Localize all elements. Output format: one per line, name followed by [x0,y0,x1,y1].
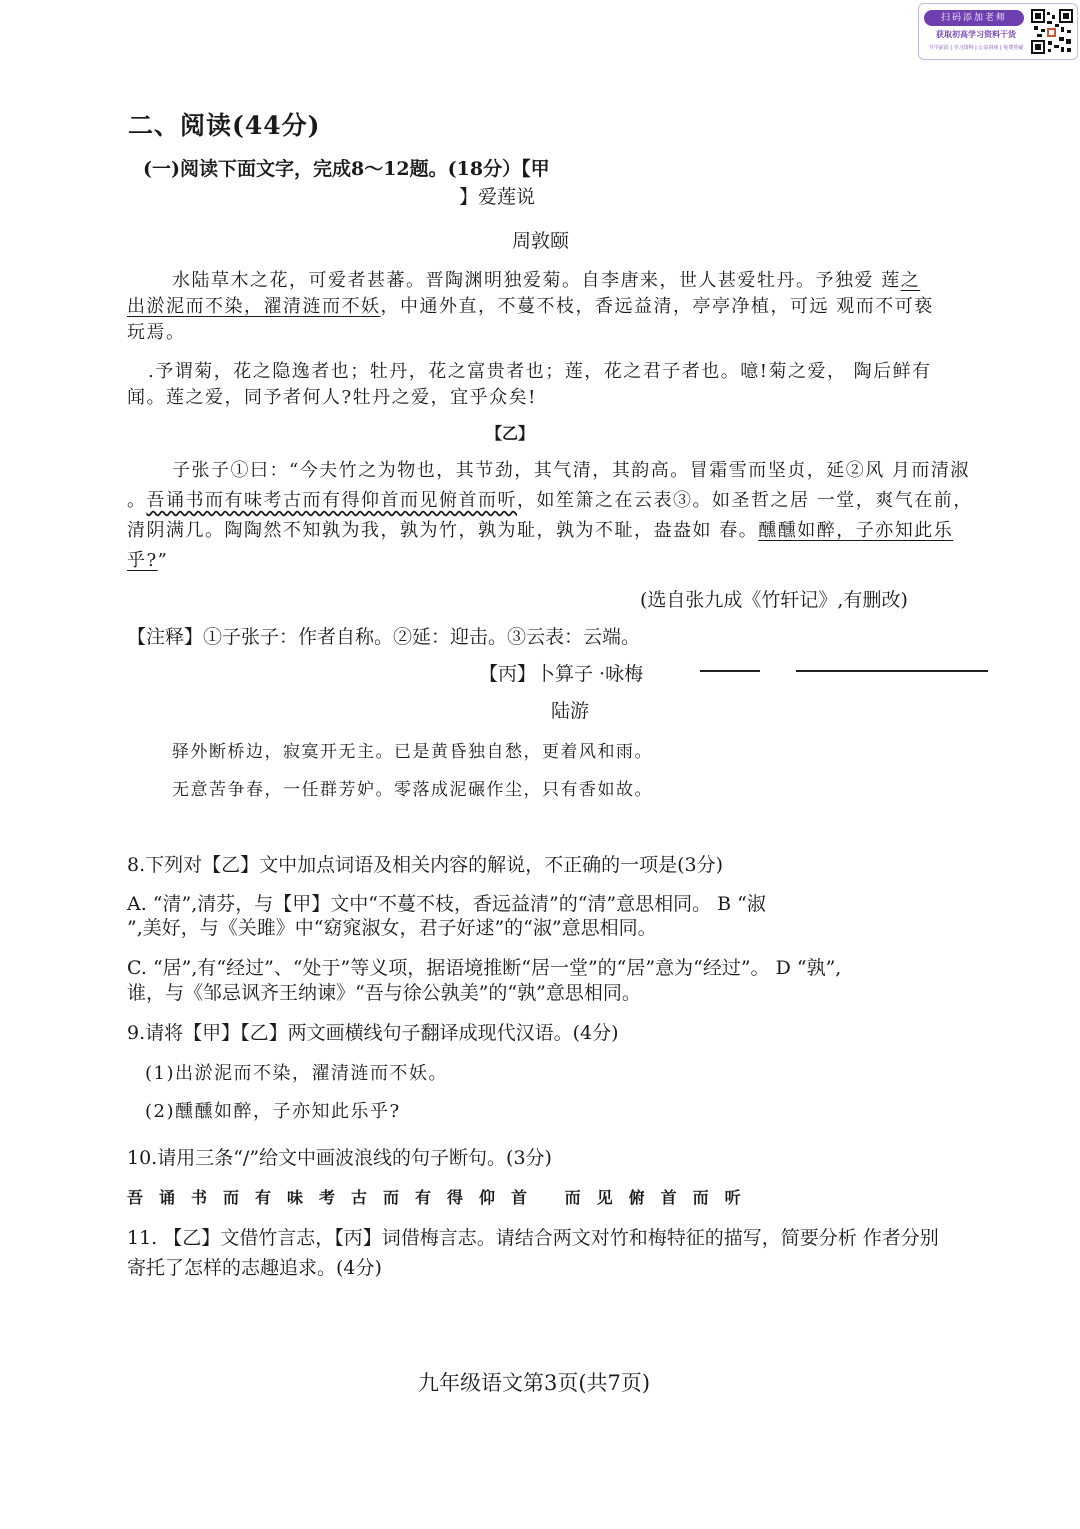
blank-line [700,670,760,672]
question-9: 9.请将【甲】【乙】两文画横线句子翻译成现代汉语。(4分) [127,1022,619,1044]
yi-line2 [127,486,973,512]
q8-option-b: ”,美好，与《关雎》中“窈窕淑女，君子好逑”的“淑”意思相同。 [127,917,657,939]
q10-sentence: 吾诵书而有味考古而有得仰首 而见俯首而听 [127,1188,757,1207]
bing-author: 陆游 [551,700,590,722]
yi-notes: 【注释】①子张子：作者自称。②延：迎击。③云表：云端。 [127,626,641,648]
badge-tags: 升学前沿 | 学习资料 | 公益讲座 | 免费答疑 [928,45,1024,51]
question-10: 10.请用三条“/”给文中画波浪线的句子断句。(3分) [127,1147,552,1169]
q8-option-a: A. “清”,清芬，与【甲】文中“不蔓不枝，香远益清”的“清”意思相同。 B “淑 [127,893,766,915]
jia-underlined-sentence: 出淤泥而不染，濯清涟而不妖 [127,296,381,317]
yi-source: (选自张九成《竹轩记》,有删改) [640,589,908,611]
yi-underlined-end: 乎? [127,550,158,571]
jia-p2-line2: 闻。莲之爱，同予者何人?牡丹之爱，宜乎众矣! [127,387,537,408]
q9-item-2: (2)醺醺如醉，子亦知此乐乎? [145,1101,401,1122]
yi-underlined-sentence: 醺醺如醉，子亦知此乐 [758,520,954,541]
add-teacher-button[interactable]: 扫码添加老师 [924,10,1024,26]
jia-p1-line2 [127,292,934,318]
jia-p1-line1-underlined: 之 [900,270,921,291]
yi-closing-quote: ” [157,550,169,571]
blank-line [796,670,988,672]
yi-header: 【乙】 [486,424,535,443]
bing-line1: 驿外断桥边，寂寞开无主。已是黄昏独自愁，更着风和雨。 [172,742,653,762]
jia-author: 周敦颐 [512,230,570,252]
question-8: 8.下列对【乙】文中加点词语及相关内容的解说，不正确的一项是(3分) [127,854,724,876]
part1-intro: (一)阅读下面文字，完成8～12题。(18分）【甲 [143,158,550,180]
jia-p1-line3: 玩焉。 [127,322,186,343]
badge-subtitle: 获取初高学习资料干货 [936,30,1016,39]
jia-p1-line1-text: 水陆草木之花，可爱者甚蕃。晋陶渊明独爱菊。自李唐来，世人甚爱牡丹。予独爱 莲 [172,270,901,291]
question-11-cont: 寄托了怎样的志趣追求。(4分) [127,1257,382,1279]
part1-intro-title: 】爱莲说 [459,186,536,208]
qr-code-icon[interactable] [1031,9,1073,54]
page-footer: 九年级语文第3页(共7页) [418,1371,651,1395]
bing-line2: 无意苦争春，一任群芳妒。零落成泥碾作尘，只有香如故。 [172,780,653,800]
section-title: 二、阅读(44分) [128,111,321,140]
q9-item-1: (1)出淤泥而不染，濯清涟而不妖。 [145,1063,448,1084]
q8-option-c: C. “居”,有“经过”、“处于”等义项，据语境推断“居一堂”的“居”意为“经过”。 D “孰”, [127,957,842,979]
yi-line2-end: ，如笙箫之在云表③。如圣哲之居 一堂，爽气在前， [517,490,973,511]
jia-p1-line2-text: ，中通外直，不蔓不枝，香远益清，亭亭净植，可远 观而不可亵 [380,296,934,317]
promo-badge[interactable] [918,3,1078,60]
yi-line3-text: 清阴满几。陶陶然不知孰为我，孰为竹，孰为耻，孰为不耻，盎盎如 春。 [127,520,759,541]
q8-option-d: 谁，与《邹忌讽齐王纳谏》“吾与徐公孰美”的“孰”意思相同。 [127,982,641,1004]
yi-line1: 子张子①曰：“今夫竹之为物也，其节劲，其气清，其韵高。冒霜雪而坚贞，延②风 月而清淑 [172,460,970,481]
bing-header: 【丙】卜算子 ·咏梅 [479,663,644,685]
yi-wavy-sentence: 吾诵书而有味考古而有得仰首而见俯首而听 [146,490,517,511]
yi-line3 [127,516,953,542]
jia-p1-line1 [172,266,920,292]
jia-p2-line1: .予谓菊，花之隐逸者也；牡丹，花之富贵者也；莲，花之君子者也。噫!菊之爱， 陶后鲜有 [148,361,932,382]
question-11: 11. 【乙】文借竹言志，【丙】词借梅言志。请结合两文对竹和梅特征的描写，简要分析 作者分别 [127,1227,939,1249]
yi-line4 [127,546,168,572]
yi-line2-start: 。 [127,490,147,511]
